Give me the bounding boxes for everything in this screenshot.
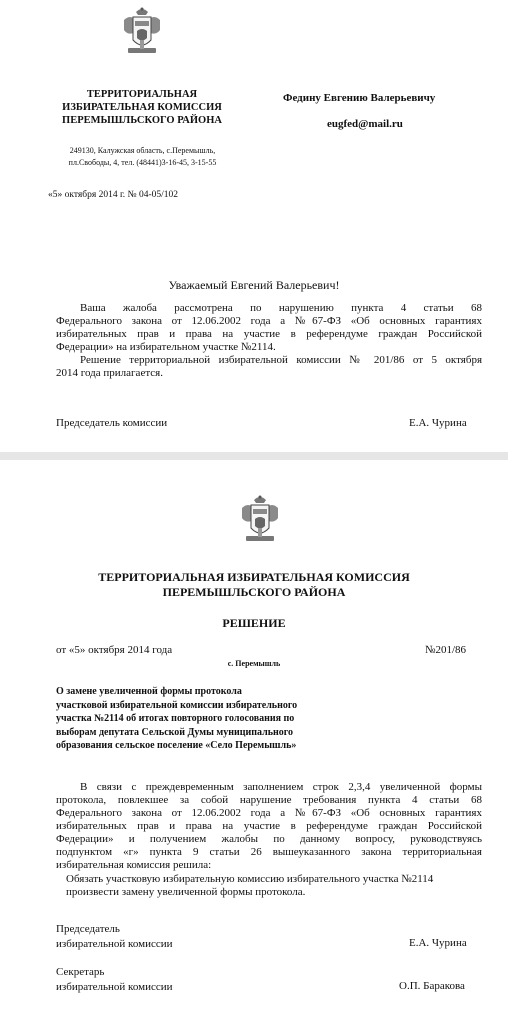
sender-address <box>40 145 245 169</box>
decision-body-line: подпунктом «г» пункта 9 статьи 26 вышеуказанного закона территориальная <box>56 846 482 858</box>
letter-body-line: избирательных прав и права на участие в референдуме граждан Российской <box>56 328 482 340</box>
coat-of-arms-icon <box>122 6 162 58</box>
decision-body-line: В связи с преждевременным заполнением строк 2,3,4 увеличенной формы <box>80 781 482 793</box>
sender-org-line: ТЕРРИТОРИАЛЬНАЯ <box>86 89 198 100</box>
signer-title: Председатель комиссии <box>56 417 168 429</box>
secretary-title <box>56 965 173 995</box>
address-line: пл.Свободы, 4, тел. (48441)3-16-45, 3-15-55 <box>68 158 217 167</box>
address-line: 249130, Калужская область, с.Перемышль, <box>69 146 216 155</box>
decision-title: РЕШЕНИЕ <box>222 616 286 630</box>
letter-body-line: Федерального закона от 12.06.2002 года а №67-ФЗ «Об основных гарантиях <box>56 315 482 327</box>
subject-line: образования сельское поселение «Село Перемышль» <box>56 740 297 751</box>
secretary-title-line: избирательной комиссии <box>56 981 173 993</box>
letter-body <box>56 302 482 380</box>
resolution-line: произвести замену увеличенной формы протокола. <box>66 886 306 898</box>
coat-of-arms-icon <box>240 494 280 546</box>
decision-body-line: протокола, повлекшее за собой нарушение требования пункта 4 статьи 68 <box>56 794 482 806</box>
letter-body-line: Решение территориальной избирательной комиссии № 201/86 от 5 октября <box>80 354 482 366</box>
decision-number: №201/86 <box>425 644 467 656</box>
signer-name: Е.А. Чурина <box>409 417 467 429</box>
letter-page <box>0 0 508 452</box>
recipient-email[interactable]: eugfed@mail.ru <box>327 118 403 130</box>
decision-body-line: избирательная комиссия решила: <box>56 859 212 871</box>
decision-body-line: Федерального закона от 12.06.2002 года а №67-ФЗ «Об основных гарантиях <box>56 807 482 819</box>
sender-organization <box>56 88 228 127</box>
chair-title-line: Председатель <box>56 923 120 935</box>
chair-title <box>56 922 173 952</box>
letter-body-line: 2014 года прилагается. <box>56 367 163 379</box>
subject-line: участка №2114 об итогах повторного голосования по <box>56 713 295 724</box>
sender-org-line: ИЗБИРАТЕЛЬНАЯ КОМИССИЯ <box>62 102 222 113</box>
letter-body-line: Ваша жалоба рассмотрена по нарушению пункта 4 статьи 68 <box>80 302 482 314</box>
greeting: Уважаемый Евгений Валерьевич! <box>168 278 340 292</box>
decision-place: с. Перемышль <box>227 659 281 668</box>
decision-date: от «5» октября 2014 года <box>56 644 173 656</box>
decision-body-line: Федерации» и получением жалобы по данному вопросу, руководствуясь <box>56 833 482 845</box>
decision-body <box>56 781 482 872</box>
secretary-title-line: Секретарь <box>56 966 105 978</box>
recipient-name: Федину Евгению Валерьевичу <box>283 92 436 104</box>
page-separator <box>0 452 508 460</box>
decision-organization <box>0 570 508 600</box>
secretary-name: О.П. Баракова <box>399 980 465 992</box>
decision-resolution <box>66 873 482 899</box>
decision-org-line: ПЕРЕМЫШЛЬСКОГО РАЙОНА <box>162 585 346 599</box>
sender-org-line: ПЕРЕМЫШЛЬСКОГО РАЙОНА <box>62 115 222 126</box>
decision-org-line: ТЕРРИТОРИАЛЬНАЯ ИЗБИРАТЕЛЬНАЯ КОМИССИЯ <box>98 570 410 584</box>
resolution-line: Обязать участковую избирательную комиссию избирательного участка №2114 <box>66 873 434 885</box>
chair-title-line: избирательной комиссии <box>56 938 173 950</box>
decision-page <box>0 460 508 1024</box>
subject-line: О замене увеличенной формы протокола <box>56 686 242 697</box>
subject-line: участковой избирательной комиссии избирательного <box>56 699 298 711</box>
subject-line: выборам депутата Сельской Думы муниципального <box>56 726 294 738</box>
letter-body-line: Федерации» на избирательном участке №2114. <box>56 341 276 353</box>
outgoing-number: «5» октября 2014 г. № 04-05/102 <box>48 190 179 200</box>
decision-subject <box>56 685 297 753</box>
decision-body-line: избирательных прав и права на участие в референдуме граждан Российской <box>56 820 482 832</box>
chair-name: Е.А. Чурина <box>409 937 467 949</box>
